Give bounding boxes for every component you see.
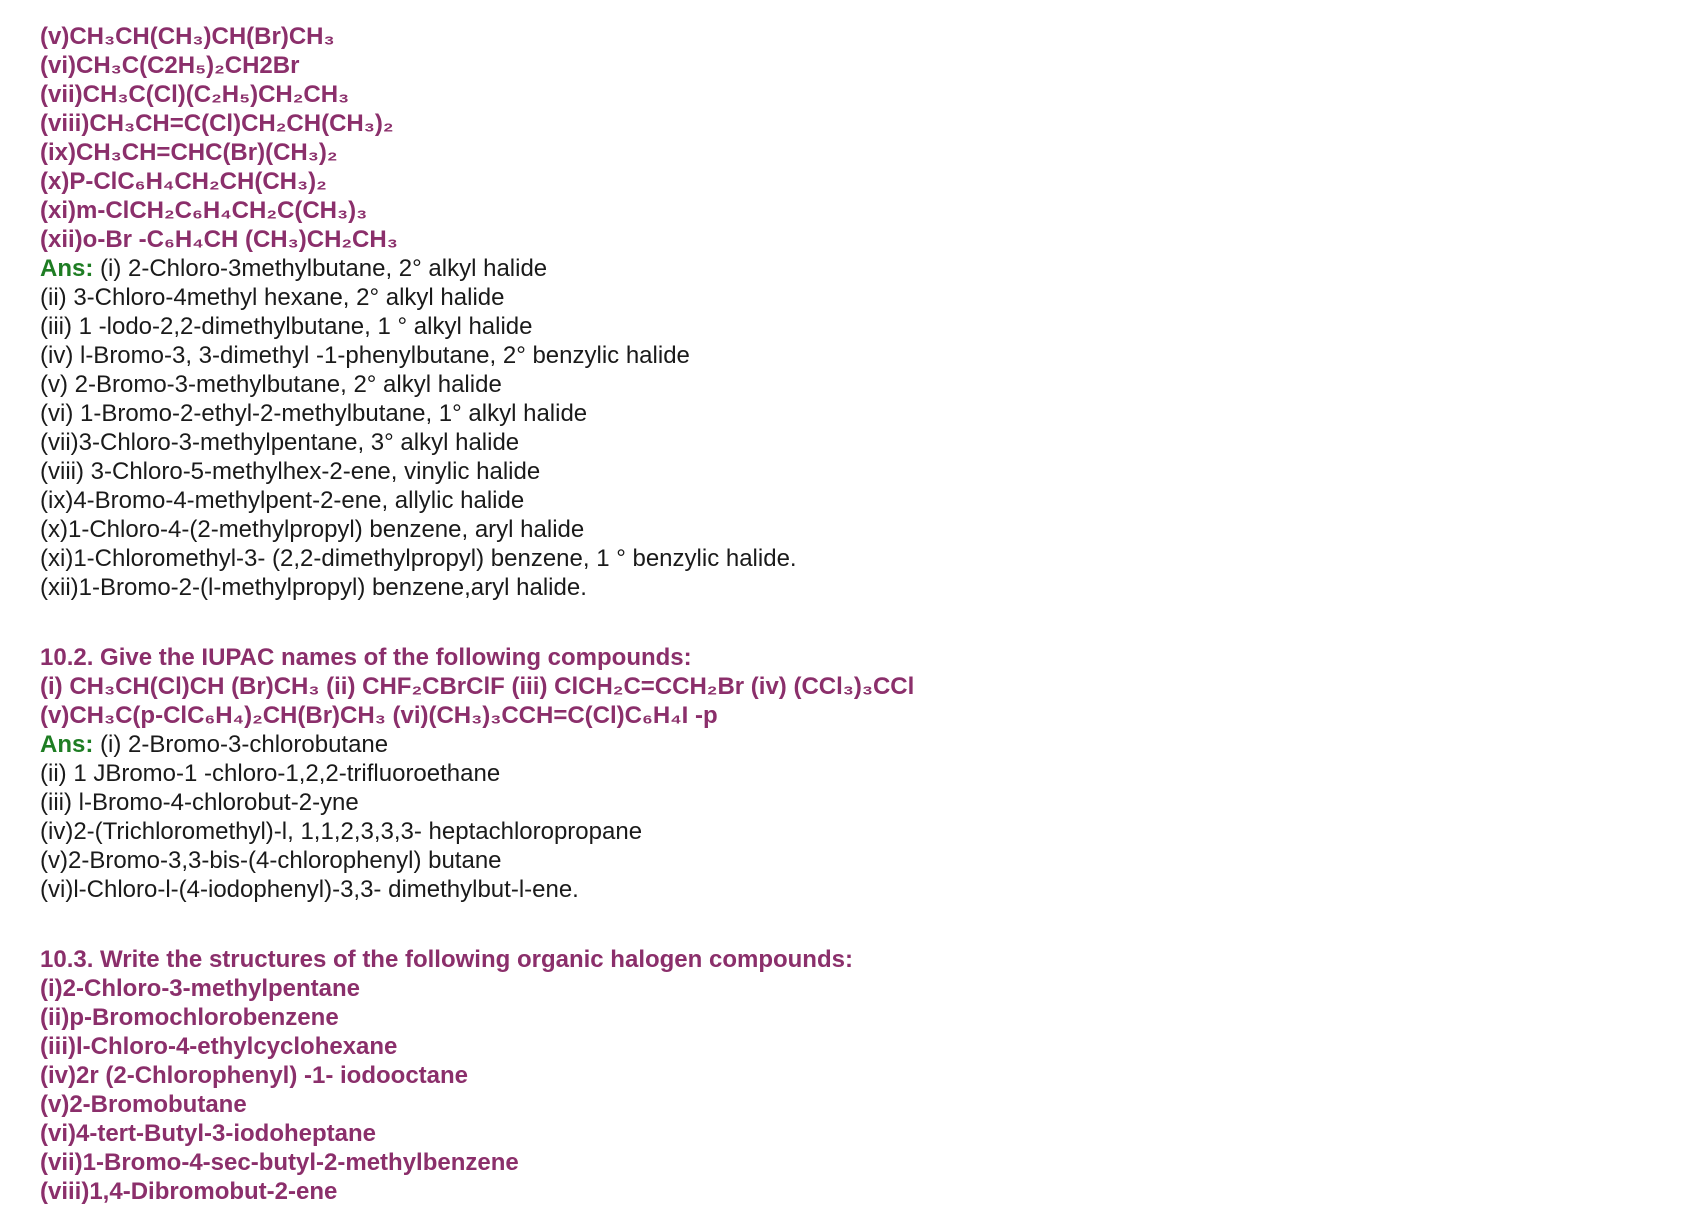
answer-label: Ans: bbox=[40, 731, 94, 758]
block-2-answers bbox=[40, 730, 1680, 904]
answer-line: (xii)1-Bromo-2-(l-methylpropyl) benzene,aryl halide. bbox=[40, 574, 587, 601]
question-line: (v)CH₃CH(CH₃)CH(Br)CH₃ bbox=[40, 23, 335, 50]
question-line: (v)CH₃C(p-ClC₆H₄)₂CH(Br)CH₃ (vi)(CH₃)₃CCH=C(Cl)C₆H₄I -p bbox=[40, 702, 718, 729]
answer-line: (vi) 1-Bromo-2-ethyl-2-methylbutane, 1° alkyl halide bbox=[40, 400, 588, 427]
question-line: (viii)CH₃CH=C(Cl)CH₂CH(CH₃)₂ bbox=[40, 110, 394, 137]
section-title: 10.3. Write the structures of the following organic halogen compounds: bbox=[40, 946, 853, 973]
section-spacer bbox=[40, 904, 1680, 945]
answer-line: (iii) l-Bromo-4-chlorobut-2-yne bbox=[40, 789, 359, 816]
question-line: (iv)2r (2-Chlorophenyl) -1- iodooctane bbox=[40, 1062, 469, 1089]
answer-line: (iv) l-Bromo-3, 3-dimethyl -1-phenylbutane, 2° benzylic halide bbox=[40, 342, 690, 369]
answer-line: (iv)2-(Trichloromethyl)-l, 1,1,2,3,3,3- heptachloropropane bbox=[40, 818, 643, 845]
question-line: (i)2-Chloro-3-methylpentane bbox=[40, 975, 361, 1002]
answer-line: (vii)3-Chloro-3-methylpentane, 3° alkyl halide bbox=[40, 429, 520, 456]
block-1-answers bbox=[40, 254, 1680, 602]
question-line: (vii)CH₃C(Cl)(C₂H₅)CH₂CH₃ bbox=[40, 81, 350, 108]
question-line: (vii)1-Bromo-4-sec-butyl-2-methylbenzene bbox=[40, 1149, 519, 1176]
answer-line: (viii) 3-Chloro-5-methylhex-2-ene, vinylic halide bbox=[40, 458, 541, 485]
block-2-questions bbox=[40, 643, 1680, 730]
answer-line: (x)1-Chloro-4-(2-methylpropyl) benzene, aryl halide bbox=[40, 516, 585, 543]
section-title: 10.2. Give the IUPAC names of the following compounds: bbox=[40, 644, 692, 671]
answer-first-line bbox=[40, 730, 1680, 759]
question-line: (i) CH₃CH(Cl)CH (Br)CH₃ (ii) CHF₂CBrClF (iii) ClCH₂C=CCH₂Br (iv) (CCl₃)₃CCl bbox=[40, 673, 915, 700]
question-line: (ix)CH₃CH=CHC(Br)(CH₃)₂ bbox=[40, 139, 338, 166]
answer-line: (vi)l-Chloro-l-(4-iodophenyl)-3,3- dimethylbut-l-ene. bbox=[40, 876, 579, 903]
question-line: (vi)4-tert-Butyl-3-iodoheptane bbox=[40, 1120, 376, 1147]
document-page bbox=[40, 22, 1680, 1206]
question-line: (viii)1,4-Dibromobut-2-ene bbox=[40, 1178, 338, 1205]
question-line: (x)P-ClC₆H₄CH₂CH(CH₃)₂ bbox=[40, 168, 327, 195]
answer-line: (ix)4-Bromo-4-methylpent-2-ene, allylic halide bbox=[40, 487, 525, 514]
question-line: (vi)CH₃C(C2H₅)₂CH2Br bbox=[40, 52, 300, 79]
answer-line: (ii) 3-Chloro-4methyl hexane, 2° alkyl halide bbox=[40, 284, 505, 311]
question-line: (xii)o-Br -C₆H₄CH (CH₃)CH₂CH₃ bbox=[40, 226, 398, 253]
question-line: (ii)p-Bromochlorobenzene bbox=[40, 1004, 339, 1031]
block-1-questions bbox=[40, 22, 1680, 254]
answer-line: (iii) 1 -lodo-2,2-dimethylbutane, 1 ° alkyl halide bbox=[40, 313, 533, 340]
answer-text: (i) 2-Chloro-3methylbutane, 2° alkyl halide bbox=[93, 255, 548, 282]
answer-first-line bbox=[40, 254, 1680, 283]
block-3-questions bbox=[40, 945, 1680, 1206]
answer-line: (v) 2-Bromo-3-methylbutane, 2° alkyl halide bbox=[40, 371, 502, 398]
question-line: (iii)l-Chloro-4-ethylcyclohexane bbox=[40, 1033, 398, 1060]
answer-line: (xi)1-Chloromethyl-3- (2,2-dimethylpropyl) benzene, 1 ° benzylic halide. bbox=[40, 545, 797, 572]
answer-label: Ans: bbox=[40, 255, 94, 282]
question-line: (v)2-Bromobutane bbox=[40, 1091, 247, 1118]
question-line: (xi)m-ClCH₂C₆H₄CH₂C(CH₃)₃ bbox=[40, 197, 368, 224]
answer-text: (i) 2-Bromo-3-chlorobutane bbox=[93, 731, 389, 758]
answer-line: (v)2-Bromo-3,3-bis-(4-chlorophenyl) butane bbox=[40, 847, 502, 874]
section-spacer bbox=[40, 602, 1680, 643]
answer-line: (ii) 1 JBromo-1 -chloro-1,2,2-trifluoroethane bbox=[40, 760, 501, 787]
